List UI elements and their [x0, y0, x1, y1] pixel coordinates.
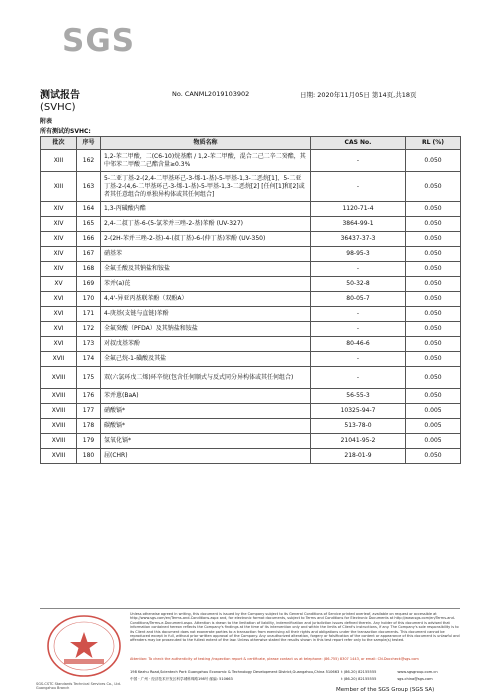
cell-rl: 0.050	[406, 202, 461, 217]
cell-batch: XVIII	[41, 389, 77, 404]
cell-no: 170	[77, 292, 101, 307]
cell-no: 169	[77, 277, 101, 292]
website-link[interactable]: www.sgsgroup.com.cn	[397, 670, 438, 674]
attention-text: Attention: To check the authenticity of testing /inspection report & certificate, please contact us at telephone: (86-755) 8307 1443, or email: CN.Doccheck@sgs.com	[130, 657, 419, 661]
cell-substance: 屈(CHR)	[101, 449, 311, 464]
address-row-en	[130, 670, 438, 674]
cell-substance: 苯并蒽(BaA)	[101, 389, 311, 404]
cell-rl: 0.050	[406, 262, 461, 277]
cell-no: 172	[77, 322, 101, 337]
cell-no: 167	[77, 247, 101, 262]
cell-cas: -	[311, 352, 406, 367]
cell-substance: 4-庚基(支链与直链)苯酚	[101, 307, 311, 322]
header-substance: 物质名称	[101, 137, 311, 150]
header-batch: 批次	[41, 137, 77, 150]
cell-no: 162	[77, 150, 101, 172]
cell-rl: 0.050	[406, 277, 461, 292]
cell-substance: 2,4-二叔丁基-6-(5-氯苯并三唑-2-基)苯酚 (UV-327)	[101, 217, 311, 232]
cell-no: 166	[77, 232, 101, 247]
table-row	[41, 262, 461, 277]
cell-no: 163	[77, 172, 101, 202]
cell-batch: XV	[41, 277, 77, 292]
cell-cas: 21041-95-2	[311, 434, 406, 449]
table-row	[41, 389, 461, 404]
cell-cas: 10325-94-7	[311, 404, 406, 419]
report-number: No. CANML2019103902	[172, 90, 250, 98]
cell-rl: 0.050	[406, 232, 461, 247]
cell-cas: 50-32-8	[311, 277, 406, 292]
cell-substance: 4,4'-异亚丙基联苯酚（双酚A）	[101, 292, 311, 307]
email-link[interactable]: sgs.china@sgs.com	[397, 677, 433, 681]
cell-batch: XIV	[41, 262, 77, 277]
cell-cas: 98-95-3	[311, 247, 406, 262]
cell-batch: XVI	[41, 292, 77, 307]
cell-no: 178	[77, 419, 101, 434]
cell-rl: 0.050	[406, 322, 461, 337]
table-row	[41, 337, 461, 352]
cell-cas: -	[311, 262, 406, 277]
cell-cas: 1120-71-4	[311, 202, 406, 217]
cell-batch: XIV	[41, 202, 77, 217]
footer-divider	[40, 608, 460, 609]
member-statement: Member of the SGS Group (SGS SA)	[336, 687, 435, 693]
cell-batch: XVI	[41, 337, 77, 352]
table-row	[41, 367, 461, 389]
cell-batch: XVIII	[41, 449, 77, 464]
cell-batch: XVII	[41, 352, 77, 367]
table-row	[41, 247, 461, 262]
cell-batch: XIV	[41, 247, 77, 262]
table-row	[41, 232, 461, 247]
cell-rl: 0.005	[406, 404, 461, 419]
address-cn: 中国 · 广州 · 经济技术开发区科学城科珠路198号 邮编: 510663	[130, 677, 233, 681]
seal-graphic	[44, 612, 124, 680]
table-row	[41, 307, 461, 322]
header-no: 序号	[77, 137, 101, 150]
cell-rl: 0.050	[406, 307, 461, 322]
cell-cas: -	[311, 307, 406, 322]
disclaimer-text: Unless otherwise agreed in writing, this document is issued by the Company subject to its General Conditions of Service printed overleaf, available on request or accessible at http://www.sgs.com/en/Terms-and-Conditions.aspx and, for electronic format documents, subject to Terms and Conditions for Electronic Documents at http://www.sgs.com/en/Terms-and-Conditions/Terms-e-Document.aspx. Attention is drawn to the limitation of liability, indemnification and jurisdiction issues defined therein. Any holder of this document is advised that information contained hereon reflects the Company's findings at the time of its intervention only and within the limits of Client's instructions, if any. The Company's sole responsibility is to its Client and this document does not exonerate parties to a transaction from exercising all their rights and obligations under the transaction documents. This document cannot be reproduced except in full, without prior written approval of the Company. Any unauthorized alteration, forgery or falsification of the content or appearance of this document is unlawful and offenders may be prosecuted to the fullest extent of the law. Unless otherwise stated the results shown in this test report refer only to the sample(s) tested.	[130, 612, 460, 643]
cell-cas: 56-55-3	[311, 389, 406, 404]
cell-cas: 3864-99-1	[311, 217, 406, 232]
table-row	[41, 352, 461, 367]
table-row	[41, 202, 461, 217]
cell-rl: 0.050	[406, 449, 461, 464]
cell-no: 180	[77, 449, 101, 464]
report-date-page: 日期: 2020年11月05日 第14页,共18页	[300, 91, 417, 99]
cell-substance: 硝酸镉*	[101, 404, 311, 419]
cell-substance: 全氟己烷-1-磺酸及其盐	[101, 352, 311, 367]
cell-substance: 双(六氯环戊二烯)环辛烷(包含任何顺式与反式同分异构体或其任何组合)	[101, 367, 311, 389]
cell-cas: -	[311, 367, 406, 389]
cell-batch: XVIII	[41, 404, 77, 419]
report-title-en: (SVHC)	[40, 102, 76, 113]
cell-no: 175	[77, 367, 101, 389]
cell-batch: XVIII	[41, 434, 77, 449]
table-row	[41, 419, 461, 434]
cell-substance: 1,2-苯二甲酸，二(C6-10)烷基酯 / 1,2-苯二甲酸，混合二己二辛二癸酯，其中邻苯二甲酸二己酯含量≥0.3%	[101, 150, 311, 172]
cell-substance: 对叔戊基苯酚	[101, 337, 311, 352]
cell-rl: 0.050	[406, 150, 461, 172]
seal-caption: SGS-CSTC Standards Technical Services Co., Ltd. Guangzhou Branch	[36, 682, 122, 690]
cell-no: 164	[77, 202, 101, 217]
cell-no: 177	[77, 404, 101, 419]
cell-no: 179	[77, 434, 101, 449]
table-row	[41, 150, 461, 172]
cell-rl: 0.050	[406, 352, 461, 367]
cell-substance: 硝基苯	[101, 247, 311, 262]
cell-no: 168	[77, 262, 101, 277]
cell-cas: 513-78-0	[311, 419, 406, 434]
cell-substance: 5-二亚丁基-2-(2,4-二甲基环己-3-烯-1-基)-5-甲基-1,3-二恶烷[1]、5-二亚丁基-2-(4,6-二甲基环己-3-烯-1-基)-5-甲基-1,3-二恶烷[2] [任何[1]和[2]或者其任意组合的单独异构体或其任何组合]	[101, 172, 311, 202]
cell-rl: 0.050	[406, 217, 461, 232]
cell-cas: 80-46-6	[311, 337, 406, 352]
cell-cas: 80-05-7	[311, 292, 406, 307]
cell-substance: 碳酸镉*	[101, 419, 311, 434]
cell-substance: 2-(2H-苯并三唑-2-基)-4-(叔丁基)-6-(仲丁基)苯酚 (UV-350)	[101, 232, 311, 247]
cell-substance: 苯并(a)芘	[101, 277, 311, 292]
cell-no: 165	[77, 217, 101, 232]
cell-cas: -	[311, 172, 406, 202]
seal-stamp	[44, 612, 124, 680]
cell-substance: 全氟癸酸（PFDA）及其钠盐和铵盐	[101, 322, 311, 337]
cell-substance: 氢氧化镉*	[101, 434, 311, 449]
report-title-cn: 测试报告	[40, 90, 80, 101]
telephone-1: t (86-20) 82155555	[341, 670, 377, 674]
telephone-2: t (86-20) 82155555	[341, 677, 377, 681]
cell-batch: XVI	[41, 322, 77, 337]
cell-rl: 0.050	[406, 337, 461, 352]
cell-rl: 0.050	[406, 172, 461, 202]
cell-batch: XIII	[41, 150, 77, 172]
address-en: 198 Kezhu Road,Scientech Park Guangzhou Economic & Technology Development District,Guangzhou,China 510663	[130, 670, 340, 674]
table-row	[41, 322, 461, 337]
appendix-label: 附表	[40, 118, 53, 125]
cell-rl: 0.005	[406, 419, 461, 434]
all-svhc-label: 所有测试的SVHC:	[40, 128, 91, 135]
cell-rl: 0.005	[406, 434, 461, 449]
table-row	[41, 277, 461, 292]
cell-substance: 全氟壬酸及其钠盐和铵盐	[101, 262, 311, 277]
cell-batch: XIV	[41, 232, 77, 247]
cell-substance: 1,3-丙磺酸内酯	[101, 202, 311, 217]
cell-cas: 218-01-9	[311, 449, 406, 464]
table-row	[41, 434, 461, 449]
table-row	[41, 217, 461, 232]
cell-rl: 0.050	[406, 247, 461, 262]
cell-rl: 0.050	[406, 292, 461, 307]
cell-cas: -	[311, 322, 406, 337]
cell-no: 174	[77, 352, 101, 367]
cell-cas: 36437-37-3	[311, 232, 406, 247]
header-cas: CAS No.	[311, 137, 406, 150]
cell-rl: 0.050	[406, 389, 461, 404]
cell-batch: XVI	[41, 307, 77, 322]
cell-batch: XVIII	[41, 419, 77, 434]
cell-no: 173	[77, 337, 101, 352]
logo-text: SGS	[62, 23, 136, 59]
sgs-logo	[62, 20, 134, 62]
cell-rl: 0.050	[406, 367, 461, 389]
svhc-table	[40, 136, 461, 464]
table-row	[41, 172, 461, 202]
table-row	[41, 404, 461, 419]
cell-no: 176	[77, 389, 101, 404]
cell-cas: -	[311, 150, 406, 172]
cell-batch: XVIII	[41, 367, 77, 389]
table-header-row	[41, 137, 461, 150]
table-row	[41, 292, 461, 307]
table-body	[41, 150, 461, 464]
header-rl: RL (%)	[406, 137, 461, 150]
table-row	[41, 449, 461, 464]
cell-batch: XIV	[41, 217, 77, 232]
cell-no: 171	[77, 307, 101, 322]
cell-batch: XIII	[41, 172, 77, 202]
address-row-cn	[130, 677, 433, 682]
